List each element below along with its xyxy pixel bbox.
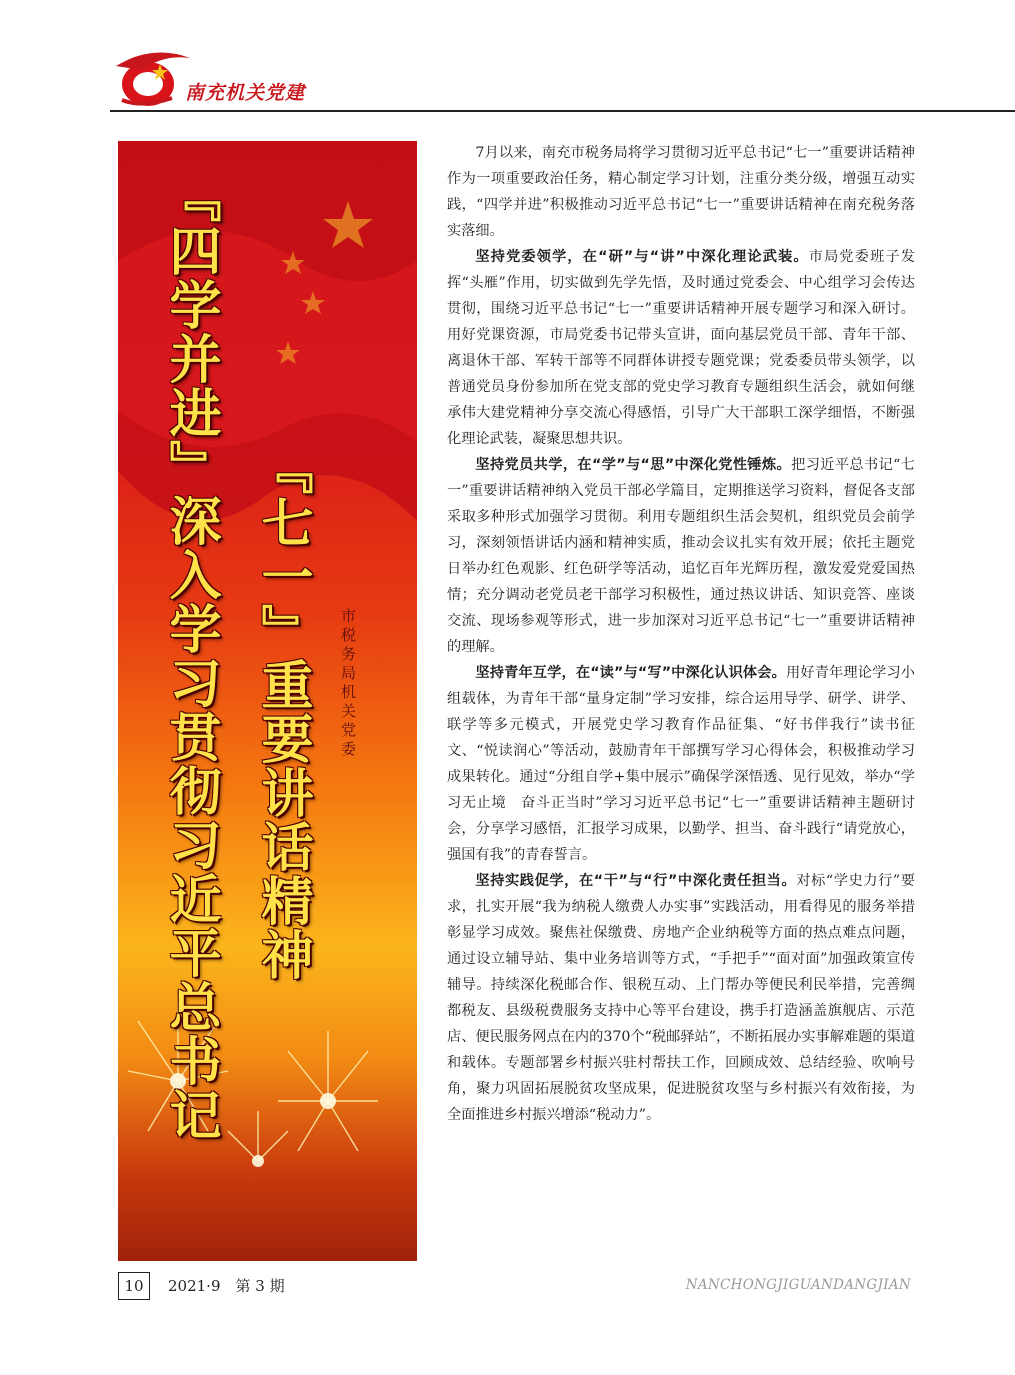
section-lead: 坚持党委领学，在“研”与“讲”中深化理论武装。 [475,249,809,265]
article-intro: 7月以来，南充市税务局将学习贯彻习近平总书记“七一”重要讲话精神作为一项重要政治任务，精心制定学习计划，注重分类分级，增强互动实践，“四学并进”积极推动习近平总书记“七一”重要讲话精神在南充税务落实落细。 [447,145,915,239]
magazine-title: 南充机关党建 [185,82,306,104]
article-section [447,868,915,1128]
header-divider [110,110,1015,112]
article-section [447,452,915,660]
party-building-logo [112,44,192,114]
magazine-brand-footer: NANCHONGJIGUANDANGJIAN [685,1277,911,1293]
article-body [447,140,915,1128]
article-subtitle: 『七一』重要讲话精神 [252,442,312,982]
article-author: 市税务局机关党委 [339,608,357,760]
section-lead: 坚持实践促学，在“干”与“行”中深化责任担当。 [475,873,797,889]
issue-info: 2021·9 第 3 期 [168,1277,285,1295]
article-section [447,244,915,452]
article-title: 『四学并进』深入学习贯彻习近平总书记 [160,170,220,1142]
section-body: 用好青年理论学习小组载体，为青年干部“量身定制”学习安排，综合运用导学、研学、讲学、联学等多元模式，开展党史学习教育作品征集、“好书伴我行”读书征文、“悦读润心”等活动，鼓励青年干部撰写学习心得体会，积极推动学习成果转化。通过“分组自学+集中展示”确保学深悟透、见行见效，举办“学习无止境 奋斗正当时”学习习近平总书记“七一”重要讲话精神主题研讨会，分享学习感悟，汇报学习成果，以勤学、担当、奋斗践行“请党放心，强国有我”的青春誓言。 [447,665,915,863]
section-body: 对标“学史力行”要求，扎实开展“我为纳税人缴费人办实事”实践活动，用看得见的服务举措彰显学习成效。聚焦社保缴费、房地产企业纳税等方面的热点难点问题，通过设立辅导站、集中业务培训等方式，“手把手”“面对面”加强政策宣传辅导。持续深化税邮合作、银税互动、上门帮办等便民利民举措，完善绸都税友、县级税费服务支持中心等平台建设，携手打造涵盖旗舰店、示范店、便民服务网点在内的370个“税邮驿站”，不断拓展办实事解难题的渠道和载体。专题部署乡村振兴驻村帮扶工作，回顾成效、总结经验、吹响号角，聚力巩固拓展脱贫攻坚成果，促进脱贫攻坚与乡村振兴有效衔接，为全面推进乡村振兴增添“税动力”。 [447,873,915,1123]
section-lead: 坚持青年互学，在“读”与“写”中深化认识体会。 [475,665,786,681]
section-body: 市局党委班子发挥“头雁”作用，切实做到先学先悟，及时通过党委会、中心组学习会传达贯彻，围绕习近平总书记“七一”重要讲话精神开展专题学习和深入研讨。用好党课资源，市局党委书记带头宣讲，面向基层党员干部、青年干部、离退休干部、军转干部等不同群体讲授专题党课；党委委员带头领学，以普通党员身份参加所在党支部的党史学习教育专题组织生活会，就如何继承伟大建党精神分享交流心得感悟，引导广大干部职工深学细悟，不断强化理论武装，凝聚思想共识。 [447,249,915,447]
section-lead: 坚持党员共学，在“学”与“思”中深化党性锤炼。 [475,457,792,473]
article-section [447,660,915,868]
page-number: 10 [118,1272,150,1300]
section-body: 把习近平总书记“七一”重要讲话精神纳入党员干部必学篇目，定期推送学习资料，督促各支部采取多种形式加强学习贯彻。利用专题组织生活会契机，组织党员会前学习，深刻领悟讲话内涵和精神实质，推动会议扎实有效开展；依托主题党日举办红色观影、红色研学等活动，追忆百年光辉历程，激发爱党爱国热情；充分调动老党员老干部学习积极性，通过热议讲话、知识竞答、座谈交流、现场参观等形式，进一步加深对习近平总书记“七一”重要讲话精神的理解。 [447,457,915,655]
